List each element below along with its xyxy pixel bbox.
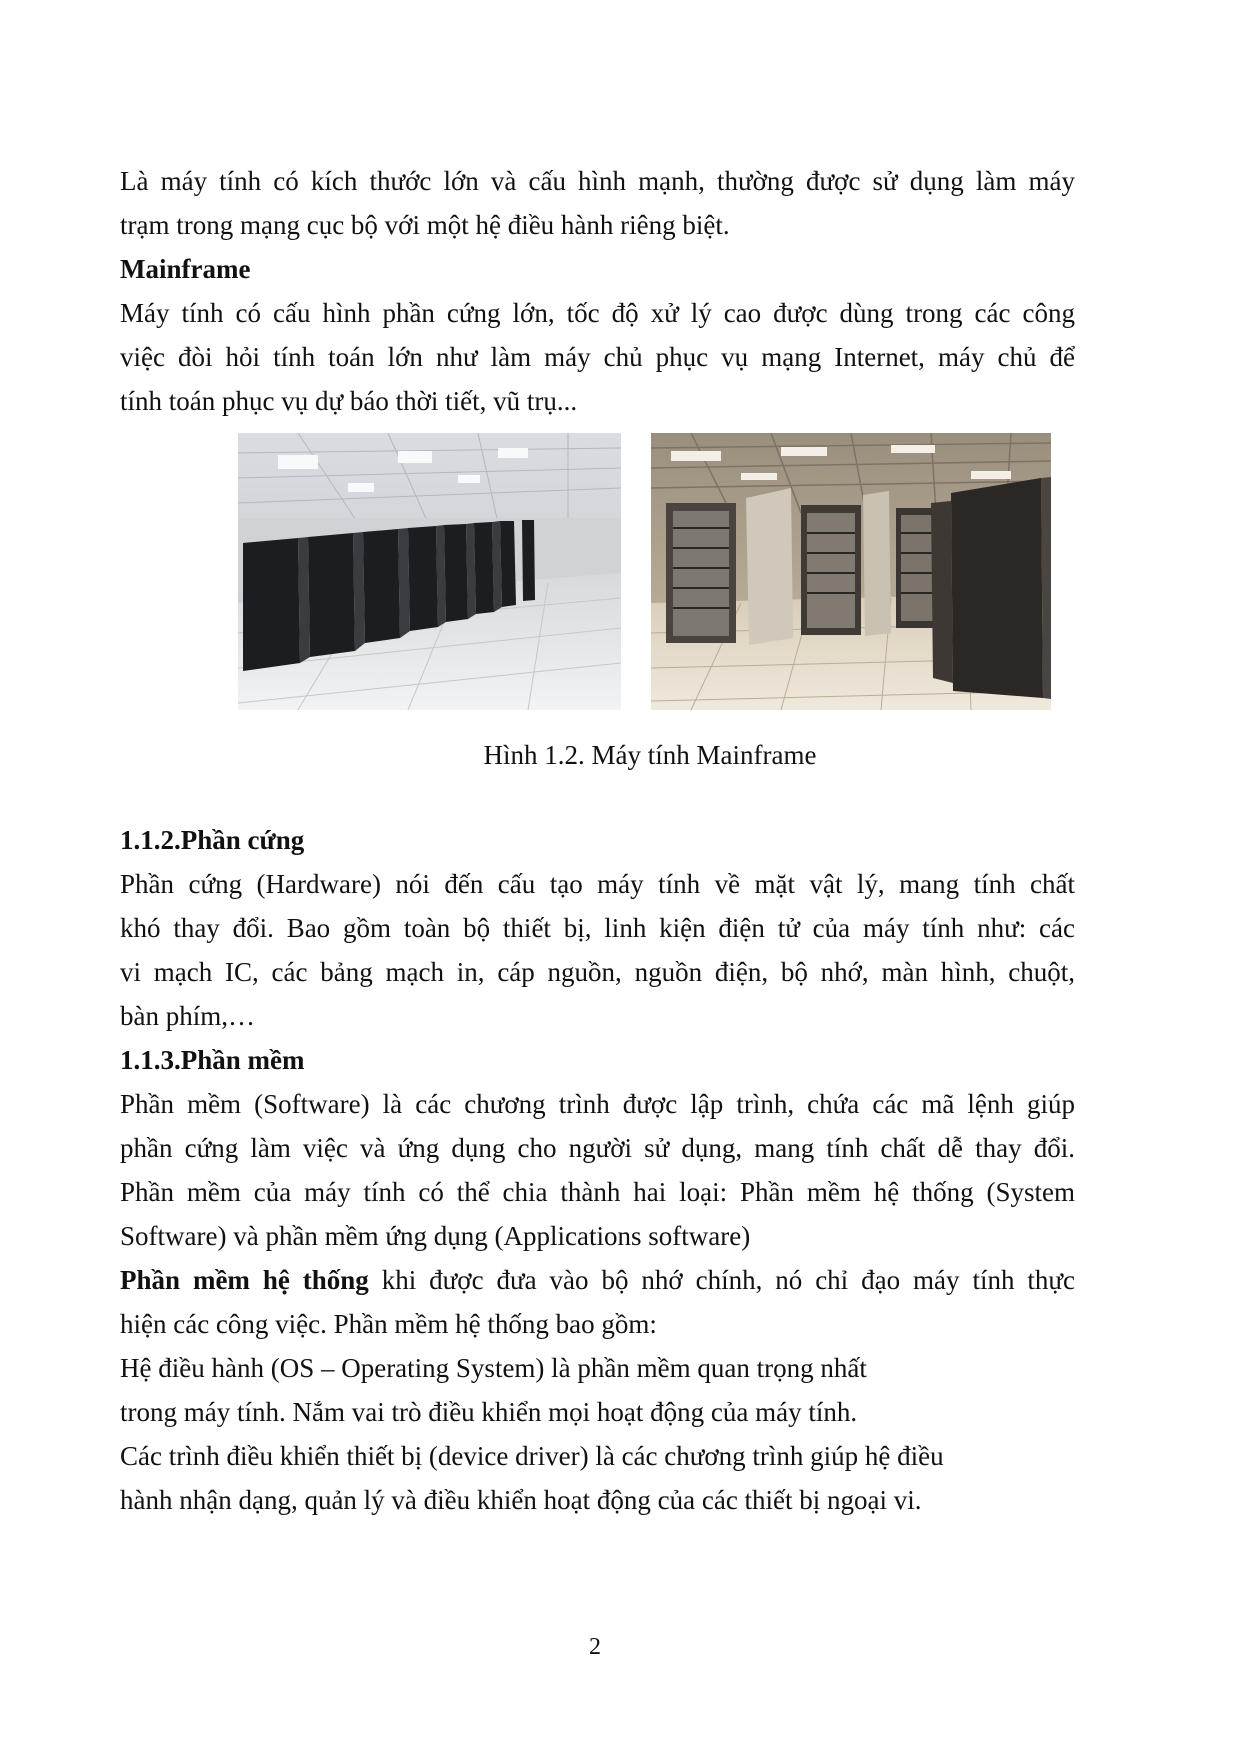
hardware-section	[120, 818, 1075, 1522]
text-line: bàn phím,…	[120, 1001, 255, 1031]
text-line: Phần cứng (Hardware) nói đến cấu tạo máy tính về mặt vật lý, mang tính chất	[120, 869, 1075, 899]
text-line: Các trình điều khiển thiết bị (device driver) là các chương trình giúp hệ điều	[120, 1441, 944, 1471]
text-line	[120, 1258, 1075, 1302]
text-line: việc đòi hỏi tính toán lớn như làm máy chủ phục vụ mạng Internet, máy chủ để	[120, 342, 1075, 372]
text-line: Phần mềm (Software) là các chương trình được lập trình, chứa các mã lệnh giúp	[120, 1089, 1075, 1119]
mainframe-heading: Mainframe	[120, 254, 251, 284]
text-line: hiện các công việc. Phần mềm hệ thống bao gồm:	[120, 1309, 657, 1339]
text-line: Hệ điều hành (OS – Operating System) là phần mềm quan trọng nhất	[120, 1353, 867, 1383]
text-line: trạm trong mạng cục bộ với một hệ điều hành riêng biệt.	[120, 210, 730, 240]
text-line: Máy tính có cấu hình phần cứng lớn, tốc độ xử lý cao được dùng trong các công	[120, 298, 1075, 328]
system-software-term: Phần mềm hệ thống	[120, 1265, 369, 1295]
text-line: Software) và phần mềm ứng dụng (Applications software)	[120, 1221, 751, 1251]
text-line: vi mạch IC, các bảng mạch in, cáp nguồn, nguồn điện, bộ nhớ, màn hình, chuột,	[120, 957, 1075, 987]
text-line: khó thay đổi. Bao gồm toàn bộ thiết bị, linh kiện điện tử của máy tính như: các	[120, 913, 1075, 943]
text-line: tính toán phục vụ dự báo thời tiết, vũ trụ...	[120, 386, 578, 416]
text-span: khi được đưa vào bộ nhớ chính, nó chỉ đạo máy tính thực	[368, 1265, 1075, 1295]
intro-paragraph	[120, 159, 1075, 423]
section-heading-hardware: 1.1.2.Phần cứng	[120, 825, 305, 855]
text-line: Là máy tính có kích thước lớn và cấu hình mạnh, thường được sử dụng làm máy	[120, 166, 1075, 196]
text-line: phần cứng làm việc và ứng dụng cho người sử dụng, mang tính chất dễ thay đổi.	[120, 1133, 1075, 1163]
text-line: hành nhận dạng, quản lý và điều khiển hoạt động của các thiết bị ngoại vi.	[120, 1485, 922, 1515]
text-line: trong máy tính. Nắm vai trò điều khiển mọi hoạt động của máy tính.	[120, 1397, 858, 1427]
figure-caption: Hình 1.2. Máy tính Mainframe	[483, 740, 817, 770]
mainframe-photo-right	[651, 433, 1051, 710]
text-line: Phần mềm của máy tính có thể chia thành hai loại: Phần mềm hệ thống (System	[120, 1177, 1075, 1207]
page-number: 2	[589, 1634, 601, 1660]
mainframe-photo-left	[238, 433, 621, 710]
section-heading-software: 1.1.3.Phần mềm	[120, 1045, 305, 1075]
